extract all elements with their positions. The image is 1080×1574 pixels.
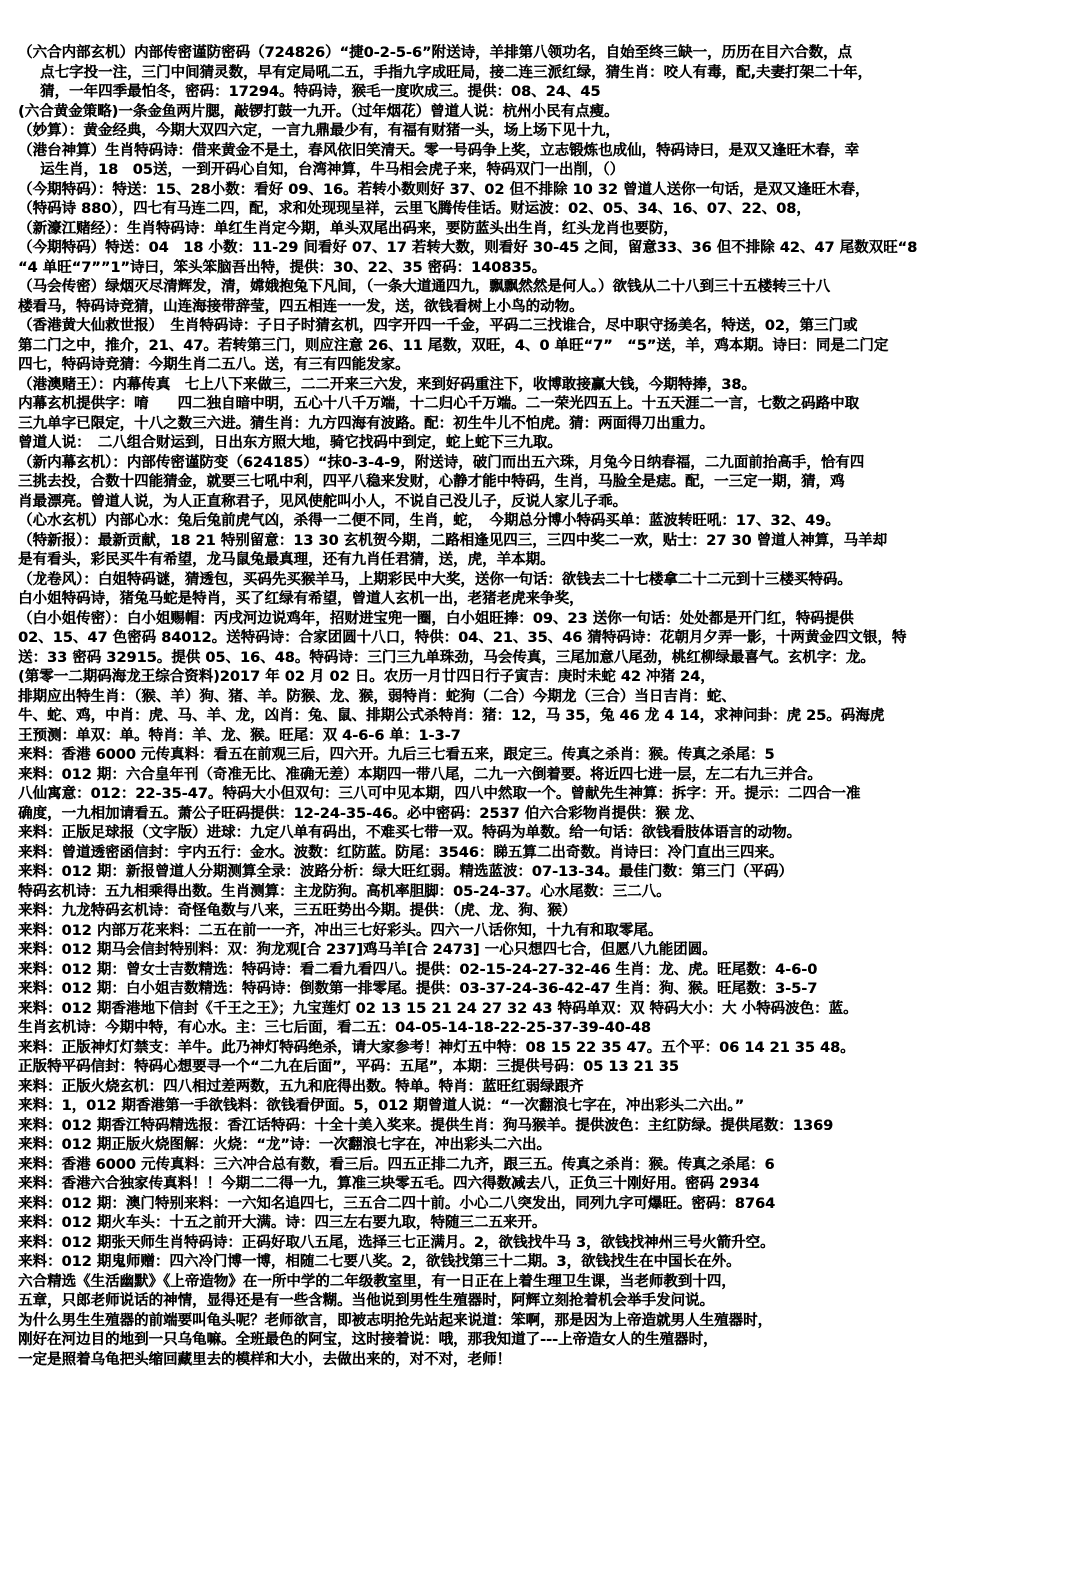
text-line: 来料：正版足球报（文字版）进球：九定八单有码出，不难买七带一双。特码为单数。给一句话：欲钱看肢体语言的动物。: [18, 825, 801, 841]
text-line: 来料：012 期香港地下信封《千王之王》；九宝莲灯 02 13 15 21 24 27 32 43 特码单双：双 特码大小：大 小特码波色：蓝。: [18, 1000, 858, 1017]
text-line: 特码玄机诗：五九相乘得出数。生肖测算：主龙防狗。高机率胆脚：05-24-37。心水尾数：三二八。: [18, 883, 671, 900]
text-line: 来料：012 期鬼师赠：四六冷门博一博，相随二七要八奖。2，欲钱找第三十二期。3，欲钱找生在中国长在外。: [18, 1254, 741, 1270]
text-line: 来料：香港 6000 元传真料：三六冲合总有数，看三后。四五正排二九齐，跟三五。传真之杀肖：猴。传真之杀尾：6: [18, 1156, 775, 1173]
text-line: 三挑去投，合数十四能猜金，就要三七吼中利，四平八稳来发财，心静才能中特码，生肖，马脸全是痣。配，一三定一期，猜，鸡: [18, 474, 845, 490]
text-line: 来料：正版神灯灯禁支：羊牛。此乃神灯特码绝杀，请大家参考！神灯五中特：08 15 22 35 47。五个平：06 14 21 35 48。: [18, 1039, 855, 1056]
text-line: （龙卷风）：白姐特码谜，猜透包，买码先买猴羊马，上期彩民中大奖，送你一句话：欲钱去二十七楼拿二十二元到十三楼买特码。: [18, 571, 852, 588]
text-line: （心水玄机）内部心水：兔后兔前虎气凶，杀得一二便不同，生肖，蛇， 今期总分博小特码买单：蓝波转旺吼：17、32、49。: [18, 513, 840, 529]
text-line: 第二门之中，推介，21、47。若转第三门，则应注意 26、11 尾数，双旺，4、0 单旺“7” “5”送，羊，鸡本期。诗曰：同是二门定: [18, 337, 889, 354]
text-line: 来料：012 期正版火烧图解：火烧：“龙”诗：一次翻浪七字在，冲出彩头二六出。: [18, 1137, 551, 1153]
text-line: (第零一二期码海龙王综合资料)2017 年 02 月 02 日。农历一月廿四日行子寅吉：庚时未蛇 42 冲猪 24，: [18, 669, 715, 685]
text-line: （新濠江赌经）：生肖特码诗：单红生肖定今期，单头双尾出码来，要防蓝头出生肖，红头龙肖也要防，: [18, 220, 678, 237]
text-line: 02、15、47 色密码 84012。送特码诗：合家团圆十八口，特供：04、21、35、46 猜特码诗：花朝月夕弄一影，十两黄金四文银，特: [18, 630, 907, 646]
text-line: 是有看头，彩民买牛有希望，龙马鼠兔最真理，还有九肖任君猜，送，虎，羊本期。: [18, 552, 555, 568]
text-line: （新内幕玄机）：内部传密谨防变（624185）“抹0-3-4-9，附送诗，破门而出五六珠，月兔今日纳春福，二九面前抬高手，恰有四: [18, 454, 865, 471]
text-line: （妙算）：黄金经典，今期大双四六定，一言九鼎最少有，有福有财猪一头，场上场下见十九，: [18, 123, 620, 139]
text-line: 为什么男生生殖器的前端要叫龟头呢？老师欲言，即被志明抢先站起来说道：笨啊，那是因为上帝造就男人生殖器时，: [18, 1312, 772, 1329]
text-line: 一定是照着乌龟把头缩回藏里去的模样和大小，去做出来的，对不对，老师！: [18, 1351, 511, 1368]
text-line: 来料：012 期：曾女士吉数精选：特码诗：看二看九看四八。提供：02-15-24-27-32-46 生肖：龙、虎。旺尾数：4-6-0: [18, 961, 818, 978]
text-line: 来料：012 期火车头：十五之前开大满。诗：四三左右要九取，特随三二五来开。: [18, 1215, 547, 1231]
text-line: 正版特平码信封：特码心想要寻一个“二九在后面”，平码：五尾”，本期：三提供号码：05 13 21 35: [18, 1059, 679, 1075]
text-line: 排期应出特生肖：（猴、羊）狗、猪、羊。防猴、龙、猴，弱特肖：蛇狗（二合）今期龙（三合）当日吉肖：蛇、: [18, 688, 736, 705]
text-line: 来料：香港六合独家传真料！！今期二二得一九，算准三块零五毛。四六得数减去八，正负三十刚好用。密码 2934: [18, 1176, 760, 1192]
text-line: 来料：012 期：新报曾道人分期测算全录：波路分析：绿大旺红弱。精选蓝波：07-13-34。最佳门数：第三门（平码）: [18, 864, 793, 880]
text-line: 来料：012 期：白小姐吉数精选：特码诗：倒数第一排零尾。提供：03-37-24-36-42-47 生肖：狗、猴。旺尾数：3-5-7: [18, 981, 818, 997]
text-line: 来料：012 期香江特码精选报：香江话特码：十全十美入奖来。提供生肖：狗马猴羊。提供波色：主红防绿。提供尾数：1369: [18, 1117, 834, 1134]
text-line: 来料：1，012 期香港第一手欲钱料：欲钱看伊面。5，012 期曾道人说：“一次翻浪七字在，冲出彩头二六出。”: [18, 1098, 745, 1114]
text-line: （特码诗 880），四七有马连二四，配，求和处现现呈祥，云里飞腾传佳话。财运波：02、05、34、16、07、22、08，: [18, 201, 811, 217]
text-line: 楼看马，特码诗竞猜，山连海接带辞莹，四五相连一一发，送，欲钱看树上小鸟的动物。: [18, 298, 584, 315]
text-line: 点七字投一注，三门中间猜灵数，早有定局吼二五，手指九字成旺局，接二连三派红绿，猜生肖：咬人有毒，配,夫妻打架二十年，: [40, 64, 873, 81]
text-line: 来料：正版火烧玄机：四八相过差两数，五九和庇得出数。特单。特肖：蓝旺红弱绿跟齐: [18, 1078, 584, 1095]
text-line: 来料：012 期马会信封特别料：双：狗龙观[合 237]鸡马羊[合 2473] 一心只想四七合，但愿八九能团圆。: [18, 942, 717, 958]
text-line: “4 单旺“7””1”诗曰，笨头笨脑吾出特，提供：30、22、35 密码：140835。: [18, 259, 547, 276]
text-line: 运生肖，18 05送，一到开码心自知，台湾神算，牛马相会虎子来，特码双门一出削，（）: [40, 162, 625, 178]
text-line: 牛、蛇、鸡，中肖：虎、马、羊、龙，凶肖：兔、鼠、排期公式杀特肖：猪：12，马 35，兔 46 龙 4 14，求神问卦：虎 25。码海虎: [18, 708, 885, 724]
text-line: 来料：香港 6000 元传真料：看五在前观三后，四六开。九后三七看五来，跟定三。传真之杀肖：猴。传真之杀尾：5: [18, 747, 775, 763]
text-line: 刚好在河边目的地到一只乌龟嘛。全班最色的阿宝，这时接着说：哦，那我知道了---上帝造女人的生殖器时，: [18, 1332, 718, 1348]
text-line: 来料：012 期张天师生肖特码诗：正码好取八五尾，选择三七正满月。2，欲钱找牛马 3，欲钱找神州三号火箭升空。: [18, 1234, 775, 1251]
text-line: 来料：012 内部万花来料：二五在前一一齐，冲出三七好彩头。四六一八话你知，十九有和取零尾。: [18, 922, 663, 939]
text-line: 白小姐特码诗，猪兔马蛇是特肖，买了红绿有希望，曾道人玄机一出，老猪老虎来争奖，: [18, 591, 584, 607]
text-line: 来料：012 期：六合皇年刊（奇准无比、准确无差）本期四一带八尾，二九一六倒着要。将近四七进一层，左二右九三并合。: [18, 766, 822, 783]
text-line: （港澳赌王）：内幕传真 七上八下来做三，二二开来三六发，来到好码重注下，收博敢接赢大钱，今期特捧，38。: [18, 376, 756, 393]
text-line: （香港黄大仙救世报） 生肖特码诗：子日子时猜玄机，四字开四一千金，平码二三找谁合，尽中职守扬美名，特送，02，第三门或: [18, 318, 858, 334]
text-line: 曾道人说： 二八组合财运到，日出东方照大地，骑它找码中到定，蛇上蛇下三九取。: [18, 435, 562, 451]
text-line: 送：33 密码 32915。提供 05、16、48。特码诗：三门三九单珠劲，马会传真，三尾加意八尾劲，桃红柳绿最喜气。玄机字：龙。: [18, 649, 875, 666]
text-line: （特新报）：最新贡献，18 21 特别留意：13 30 玄机贺今期，二路相逢见四三，三四中奖二一欢，贴士：27 30 曾道人神算，马羊却: [18, 532, 888, 549]
text-line: 王预测：单双：单。特肖：羊、龙、猴。旺尾：双 4-6-6 单：1-3-7: [18, 727, 461, 744]
text-line: 六合精选《生活幽默》《上帝造物》在一所中学的二年级教室里，有一日正在上着生理卫生课，当老师教到十四，: [18, 1273, 736, 1290]
text-line: 八仙寓意：012：22-35-47。特码大小但双句：三八可中见本期，四八中然取一个。曾献先生神算：拆字：开。提示：二四合一准: [18, 786, 861, 802]
text-line: 五章，只郎老师说话的神情，显得还是有一些含糊。当他说到男性生殖器时，阿辉立刻抢着机会举手发问说。: [18, 1293, 714, 1309]
text-line: 三九单字已限定，十八之数三六进。猜生肖：九方四海有波路。配：初生牛儿不怕虎。猜：两面得刀出重力。: [18, 415, 714, 432]
text-line: 来料：九龙特码玄机诗：奇怪龟数与八来，三五旺势出今期。提供：（虎、龙、狗、猴）: [18, 903, 577, 919]
text-line: 生肖玄机诗：今期中特，有心水。主：三七后面，看二五：04-05-14-18-22-25-37-39-40-48: [18, 1020, 651, 1036]
text-line: 肖最漂亮。曾道人说，为人正直称君子，见风使舵叫小人，不说自己没儿子，反说人家儿子乖。: [18, 493, 627, 510]
text-line: （今期特码）：特送：15、28小数：看好 09、16。若转小数则好 37、02 但不排除 10 32 曾道人送你一句话，是双又逢旺木春，: [18, 181, 870, 198]
text-line: （港台神算）生肖特码诗：借来黄金不是土，春风依旧笑清天。零一号码争上奖，立志锻炼也成仙，特码诗曰，是双又逢旺木春，幸: [18, 142, 859, 159]
text-line: (六合黄金策略)一条金鱼两片腮，敲锣打鼓一九开。（过年烟花）曾道人说：杭州小民有点瘦。: [18, 103, 619, 120]
text-line: 来料：曾道透密函信封：宇内五行：金水。波数：红防蓝。防尾：3546：睇五算二出奇数。肖诗曰：冷门直出三四来。: [18, 844, 784, 861]
text-line: 确度，一九相加请看五。萧公子旺码提供：12-24-35-46。必中密码：2537 伯六合彩物肖提供：猴 龙、: [18, 805, 704, 822]
text-line: （六合内部玄机）内部传密谨防密码（724826）“捷0-2-5-6”附送诗，羊排第八领功名，自始至终三缺一，历历在目六合数，点: [18, 45, 853, 61]
text-line: 猜，一年四季最怕冬，密码：17294。特码诗，猴毛一度吹成三。提供：08、24、45: [40, 84, 601, 100]
text-line: 四七，特码诗竞猜：今期生肖二五八。送，有三有四能发家。: [18, 357, 410, 373]
text-line: 内幕玄机提供字：唷 四二独自暗中明，五心十八千万端，十二归心千万端。二一荣光四五上。十五天涯二一言，七数之码路中取: [18, 396, 859, 412]
text-line: （今期特码）特送：04 18 小数：11-29 间看好 07、17 若转大数，则看好 30-45 之间，留意33、36 但不排除 42、47 尾数双旺“8: [18, 240, 918, 256]
text-line: （马会传密）绿烟灭尽清辉发，清，嫦娥抱兔下凡间，（一条大道通四九，飘飘然然是何人。）欲钱从二十八到三十五楼转三十八: [18, 279, 830, 295]
text-line: 来料：012 期：澳门特别来料：一六知名追四七，三五合二四十前。小心二八突发出，同列九字可爆旺。密码：8764: [18, 1195, 776, 1212]
text-line: （白小姐传密）：白小姐赐帽：丙戌河边说鸡年，招财进宝兜一圈，白小姐旺捧：09、23 送你一句话：处处都是开门红，特码提供: [18, 610, 854, 627]
